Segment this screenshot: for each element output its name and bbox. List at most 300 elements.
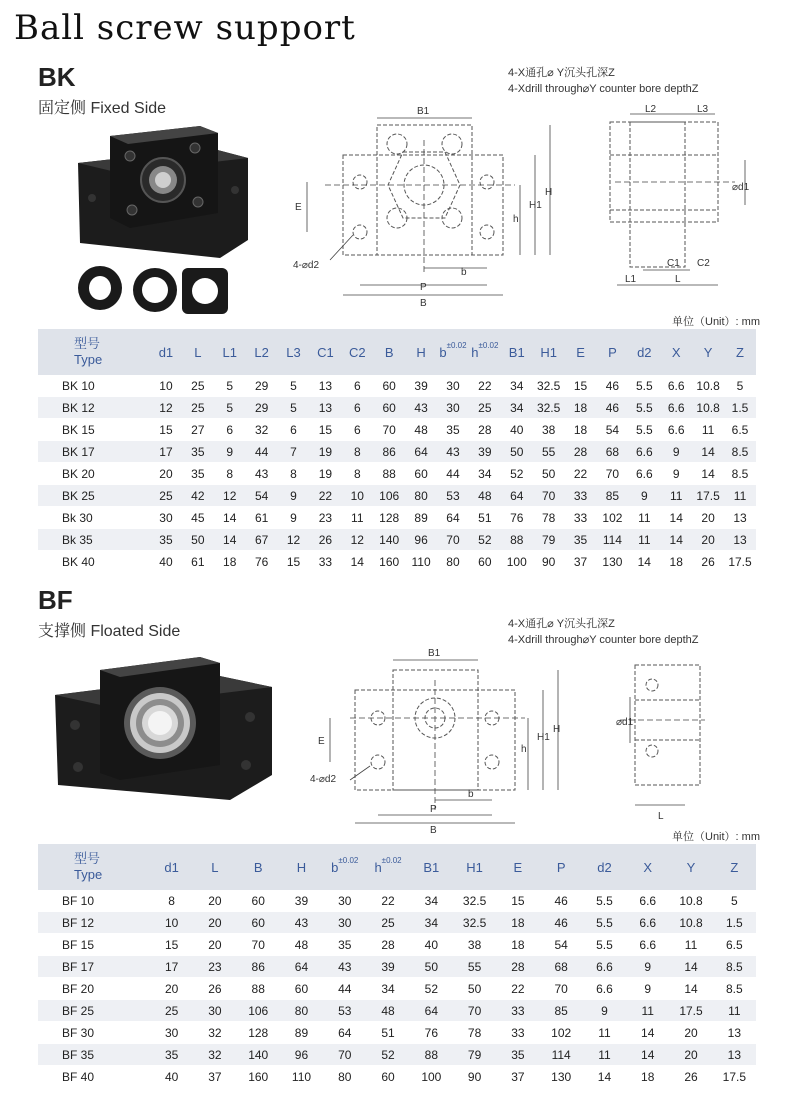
value-cell: 1.5 [713, 912, 756, 934]
model-cell: Bk 35 [38, 529, 150, 551]
value-cell: 20 [193, 934, 236, 956]
value-cell: 64 [323, 1022, 366, 1044]
model-cell: BK 12 [38, 397, 150, 419]
value-cell: 17 [150, 441, 182, 463]
value-cell: 61 [182, 551, 214, 573]
bf-col-header-d2: d2 [583, 844, 626, 890]
value-cell: 52 [469, 529, 501, 551]
value-cell: 5 [724, 375, 756, 397]
value-cell: 23 [193, 956, 236, 978]
value-cell: 5 [214, 375, 246, 397]
value-cell: 18 [496, 934, 539, 956]
value-cell: 6.6 [660, 375, 692, 397]
value-cell: 44 [246, 441, 278, 463]
table-row [38, 890, 756, 912]
value-cell: 54 [246, 485, 278, 507]
value-cell: 32.5 [453, 912, 496, 934]
value-cell: 6 [341, 375, 373, 397]
model-cell: BF 25 [38, 1000, 150, 1022]
table-row [38, 1044, 756, 1066]
value-cell: 70 [373, 419, 405, 441]
value-cell: 40 [150, 1066, 193, 1088]
value-cell: 39 [366, 956, 409, 978]
value-cell: 60 [237, 890, 280, 912]
value-cell: 128 [373, 507, 405, 529]
value-cell: 64 [501, 485, 533, 507]
value-cell: 14 [692, 463, 724, 485]
bk-label-d1: ⌀d1 [732, 182, 750, 193]
bk-label-b: b [461, 267, 467, 278]
value-cell: 25 [150, 485, 182, 507]
value-cell: 37 [193, 1066, 236, 1088]
value-cell: 11 [724, 485, 756, 507]
value-cell: 39 [405, 375, 437, 397]
value-cell: 6.6 [628, 441, 660, 463]
bk-col-header-p: P [596, 329, 628, 375]
table-row [38, 485, 756, 507]
model-cell: BK 40 [38, 551, 150, 573]
value-cell: 11 [713, 1000, 756, 1022]
value-cell: 64 [280, 956, 323, 978]
value-cell: 29 [246, 397, 278, 419]
value-cell: 6.6 [626, 890, 669, 912]
bf-col-header-d1: d1 [150, 844, 193, 890]
bk-label-c1: C1 [667, 258, 680, 269]
value-cell: 9 [214, 441, 246, 463]
value-cell: 6.6 [628, 463, 660, 485]
value-cell: 44 [437, 463, 469, 485]
model-cell: BK 15 [38, 419, 150, 441]
value-cell: 130 [596, 551, 628, 573]
table-row [38, 551, 756, 573]
value-cell: 8 [150, 890, 193, 912]
value-cell: 8.5 [713, 956, 756, 978]
value-cell: 20 [150, 978, 193, 1000]
value-cell: 60 [373, 375, 405, 397]
value-cell: 34 [501, 375, 533, 397]
value-cell: 35 [150, 1044, 193, 1066]
bk-col-header-h: $h^{\pm 0.02}$ [469, 329, 501, 375]
value-cell: 96 [280, 1044, 323, 1066]
value-cell: 5.5 [628, 419, 660, 441]
value-cell: 61 [246, 507, 278, 529]
bk-label-big-h: H [545, 187, 553, 198]
value-cell: 35 [182, 463, 214, 485]
value-cell: 86 [373, 441, 405, 463]
value-cell: 140 [237, 1044, 280, 1066]
value-cell: 5 [214, 397, 246, 419]
value-cell: 52 [501, 463, 533, 485]
value-cell: 23 [309, 507, 341, 529]
value-cell: 114 [596, 529, 628, 551]
value-cell: 17.5 [713, 1066, 756, 1088]
value-cell: 8.5 [724, 441, 756, 463]
value-cell: 11 [626, 1000, 669, 1022]
value-cell: 14 [626, 1044, 669, 1066]
value-cell: 100 [501, 551, 533, 573]
value-cell: 9 [626, 978, 669, 1000]
bk-label-l3: L3 [697, 104, 709, 115]
value-cell: 30 [437, 375, 469, 397]
value-cell: 33 [565, 485, 597, 507]
value-cell: 20 [692, 507, 724, 529]
value-cell: 70 [453, 1000, 496, 1022]
value-cell: 50 [533, 463, 565, 485]
value-cell: 26 [309, 529, 341, 551]
value-cell: 25 [182, 397, 214, 419]
value-cell: 76 [501, 507, 533, 529]
value-cell: 10.8 [669, 890, 712, 912]
value-cell: 86 [237, 956, 280, 978]
bk-col-header-l: L [182, 329, 214, 375]
model-cell: BF 30 [38, 1022, 150, 1044]
value-cell: 34 [501, 397, 533, 419]
value-cell: 53 [323, 1000, 366, 1022]
value-cell: 53 [437, 485, 469, 507]
bk-unit: 单位（Unit）: mm [672, 316, 760, 328]
value-cell: 6.5 [724, 419, 756, 441]
value-cell: 9 [583, 1000, 626, 1022]
bk-label-e: E [295, 202, 302, 213]
value-cell: 64 [410, 1000, 453, 1022]
value-cell: 22 [309, 485, 341, 507]
value-cell: 43 [280, 912, 323, 934]
value-cell: 80 [437, 551, 469, 573]
value-cell: 90 [533, 551, 565, 573]
value-cell: 15 [150, 419, 182, 441]
value-cell: 52 [366, 1044, 409, 1066]
value-cell: 102 [540, 1022, 583, 1044]
bk-label-p: P [420, 282, 427, 293]
value-cell: 10.8 [692, 375, 724, 397]
table-row [38, 507, 756, 529]
value-cell: 6.6 [583, 956, 626, 978]
value-cell: 14 [669, 956, 712, 978]
bk-col-header-b1: B1 [501, 329, 533, 375]
value-cell: 64 [405, 441, 437, 463]
value-cell: 39 [469, 441, 501, 463]
bk-spec-table [38, 329, 756, 573]
bf-note-cn: 4-X通孔⌀ Y沉头孔深Z [508, 618, 615, 630]
value-cell: 20 [193, 912, 236, 934]
bk-label-l1: L1 [625, 274, 637, 285]
value-cell: 46 [540, 890, 583, 912]
value-cell: 80 [405, 485, 437, 507]
value-cell: 70 [237, 934, 280, 956]
value-cell: 20 [193, 890, 236, 912]
value-cell: 68 [596, 441, 628, 463]
value-cell: 43 [405, 397, 437, 419]
value-cell: 38 [533, 419, 565, 441]
value-cell: 19 [309, 463, 341, 485]
bk-col-header-l1: L1 [214, 329, 246, 375]
value-cell: 102 [596, 507, 628, 529]
value-cell: 18 [565, 397, 597, 419]
value-cell: 13 [309, 397, 341, 419]
value-cell: 17.5 [692, 485, 724, 507]
bf-label-p: P [430, 804, 437, 815]
value-cell: 11 [692, 419, 724, 441]
value-cell: 106 [237, 1000, 280, 1022]
page-title: Ball screw support [14, 8, 356, 48]
bk-tolerance-h: ±0.02 [478, 340, 499, 350]
bf-col-header-h: $h^{\pm 0.02}$ [366, 844, 409, 890]
value-cell: 60 [405, 463, 437, 485]
value-cell: 9 [660, 463, 692, 485]
value-cell: 20 [150, 463, 182, 485]
value-cell: 46 [596, 397, 628, 419]
value-cell: 26 [692, 551, 724, 573]
value-cell: 70 [437, 529, 469, 551]
bk-col-header-d1: d1 [150, 329, 182, 375]
bf-label-l: L [658, 811, 664, 822]
bk-col-header-b: $b^{\pm 0.02}$ [437, 329, 469, 375]
value-cell: 9 [660, 441, 692, 463]
value-cell: 30 [150, 507, 182, 529]
value-cell: 17.5 [669, 1000, 712, 1022]
table-row [38, 1022, 756, 1044]
bk-label-c2: C2 [697, 258, 710, 269]
value-cell: 9 [278, 507, 310, 529]
value-cell: 80 [323, 1066, 366, 1088]
bf-spec-table [38, 844, 756, 1088]
value-cell: 11 [583, 1022, 626, 1044]
bk-note-en: 4-Xdrill through⌀Y counter bore depthZ [508, 83, 699, 95]
table-row [38, 1000, 756, 1022]
value-cell: 45 [182, 507, 214, 529]
value-cell: 22 [496, 978, 539, 1000]
bf-section-code: BF [38, 585, 73, 615]
value-cell: 18 [660, 551, 692, 573]
value-cell: 130 [540, 1066, 583, 1088]
value-cell: 8 [341, 463, 373, 485]
value-cell: 11 [628, 507, 660, 529]
value-cell: 20 [692, 529, 724, 551]
value-cell: 9 [626, 956, 669, 978]
bk-label-h1: H1 [529, 200, 542, 211]
value-cell: 110 [280, 1066, 323, 1088]
value-cell: 14 [660, 529, 692, 551]
value-cell: 13 [309, 375, 341, 397]
value-cell: 1.5 [724, 397, 756, 419]
bf-side-drawing [600, 655, 710, 825]
value-cell: 12 [150, 397, 182, 419]
bf-note-en: 4-Xdrill through⌀Y counter bore depthZ [508, 634, 699, 646]
value-cell: 50 [453, 978, 496, 1000]
value-cell: 88 [237, 978, 280, 1000]
value-cell: 10.8 [669, 912, 712, 934]
value-cell: 46 [596, 375, 628, 397]
value-cell: 37 [496, 1066, 539, 1088]
bf-label-d2: 4-⌀d2 [310, 774, 337, 785]
value-cell: 22 [366, 890, 409, 912]
value-cell: 35 [437, 419, 469, 441]
bk-type-header: 型号 Type [38, 329, 150, 375]
value-cell: 79 [533, 529, 565, 551]
value-cell: 34 [410, 912, 453, 934]
value-cell: 35 [323, 934, 366, 956]
value-cell: 28 [366, 934, 409, 956]
value-cell: 35 [565, 529, 597, 551]
bf-col-header-p: P [540, 844, 583, 890]
bf-col-header-e: E [496, 844, 539, 890]
value-cell: 89 [280, 1022, 323, 1044]
value-cell: 5.5 [628, 375, 660, 397]
value-cell: 32 [193, 1022, 236, 1044]
value-cell: 6.6 [660, 419, 692, 441]
value-cell: 32 [193, 1044, 236, 1066]
value-cell: 6 [278, 419, 310, 441]
value-cell: 48 [366, 1000, 409, 1022]
value-cell: 5 [278, 375, 310, 397]
bf-col-header-b: B [237, 844, 280, 890]
value-cell: 19 [309, 441, 341, 463]
value-cell: 9 [628, 485, 660, 507]
bf-label-big-b: B [430, 825, 437, 835]
bf-tolerance-b: ±0.02 [338, 855, 359, 865]
value-cell: 10 [341, 485, 373, 507]
table-row [38, 529, 756, 551]
value-cell: 6.6 [626, 912, 669, 934]
value-cell: 15 [309, 419, 341, 441]
bk-label-l2: L2 [645, 104, 657, 115]
bk-col-header-x: X [660, 329, 692, 375]
value-cell: 14 [628, 551, 660, 573]
value-cell: 13 [724, 507, 756, 529]
value-cell: 33 [309, 551, 341, 573]
value-cell: 85 [596, 485, 628, 507]
bf-label-h: h [521, 744, 527, 755]
model-cell: BF 35 [38, 1044, 150, 1066]
value-cell: 37 [565, 551, 597, 573]
value-cell: 27 [182, 419, 214, 441]
model-cell: BF 12 [38, 912, 150, 934]
table-row [38, 463, 756, 485]
value-cell: 25 [366, 912, 409, 934]
value-cell: 70 [533, 485, 565, 507]
value-cell: 15 [496, 890, 539, 912]
value-cell: 55 [533, 441, 565, 463]
value-cell: 33 [496, 1000, 539, 1022]
bk-label-d2: 4-⌀d2 [293, 260, 320, 271]
value-cell: 28 [496, 956, 539, 978]
model-cell: BK 20 [38, 463, 150, 485]
value-cell: 89 [405, 507, 437, 529]
value-cell: 9 [278, 485, 310, 507]
value-cell: 13 [724, 529, 756, 551]
table-row [38, 419, 756, 441]
value-cell: 106 [373, 485, 405, 507]
value-cell: 60 [366, 1066, 409, 1088]
bf-col-header-h: H [280, 844, 323, 890]
bk-note-cn: 4-X通孔⌀ Y沉头孔深Z [508, 67, 615, 79]
value-cell: 70 [596, 463, 628, 485]
bk-col-header-l3: L3 [278, 329, 310, 375]
bf-col-header-b1: B1 [410, 844, 453, 890]
value-cell: 114 [540, 1044, 583, 1066]
value-cell: 40 [501, 419, 533, 441]
value-cell: 14 [583, 1066, 626, 1088]
value-cell: 54 [540, 934, 583, 956]
value-cell: 5 [278, 397, 310, 419]
value-cell: 34 [366, 978, 409, 1000]
value-cell: 64 [437, 507, 469, 529]
value-cell: 67 [246, 529, 278, 551]
value-cell: 12 [278, 529, 310, 551]
value-cell: 14 [214, 507, 246, 529]
bk-front-drawing [285, 100, 565, 310]
value-cell: 8.5 [724, 463, 756, 485]
value-cell: 30 [323, 912, 366, 934]
value-cell: 5.5 [583, 890, 626, 912]
bf-col-header-y: Y [669, 844, 712, 890]
value-cell: 18 [626, 1066, 669, 1088]
model-cell: Bk 30 [38, 507, 150, 529]
bf-label-d1: ⌀d1 [616, 717, 634, 728]
bk-section-subtitle: 固定侧 Fixed Side [38, 100, 167, 117]
bf-col-header-l: L [193, 844, 236, 890]
value-cell: 11 [660, 485, 692, 507]
value-cell: 8 [341, 441, 373, 463]
value-cell: 28 [565, 441, 597, 463]
bk-label-l: L [675, 274, 681, 285]
bk-product-photo [70, 118, 255, 328]
bf-type-header: 型号 Type [38, 844, 150, 890]
value-cell: 29 [246, 375, 278, 397]
value-cell: 90 [453, 1066, 496, 1088]
value-cell: 22 [565, 463, 597, 485]
bf-col-header-x: X [626, 844, 669, 890]
value-cell: 79 [453, 1044, 496, 1066]
value-cell: 33 [565, 507, 597, 529]
value-cell: 18 [496, 912, 539, 934]
value-cell: 39 [280, 890, 323, 912]
value-cell: 88 [410, 1044, 453, 1066]
bk-side-drawing [595, 100, 765, 300]
value-cell: 11 [628, 529, 660, 551]
value-cell: 13 [713, 1022, 756, 1044]
value-cell: 35 [182, 441, 214, 463]
value-cell: 6.6 [583, 978, 626, 1000]
value-cell: 60 [237, 912, 280, 934]
value-cell: 48 [469, 485, 501, 507]
value-cell: 30 [150, 1022, 193, 1044]
bf-unit: 单位（Unit）: mm [672, 831, 760, 843]
value-cell: 48 [280, 934, 323, 956]
value-cell: 43 [437, 441, 469, 463]
value-cell: 17 [150, 956, 193, 978]
value-cell: 11 [583, 1044, 626, 1066]
bf-label-b: b [468, 789, 474, 800]
value-cell: 14 [626, 1022, 669, 1044]
value-cell: 34 [469, 463, 501, 485]
value-cell: 50 [410, 956, 453, 978]
value-cell: 14 [214, 529, 246, 551]
value-cell: 10 [150, 912, 193, 934]
value-cell: 96 [405, 529, 437, 551]
value-cell: 35 [496, 1044, 539, 1066]
value-cell: 52 [410, 978, 453, 1000]
value-cell: 12 [341, 529, 373, 551]
value-cell: 110 [405, 551, 437, 573]
value-cell: 88 [373, 463, 405, 485]
value-cell: 46 [540, 912, 583, 934]
model-cell: BF 20 [38, 978, 150, 1000]
value-cell: 28 [469, 419, 501, 441]
table-row [38, 397, 756, 419]
value-cell: 7 [278, 441, 310, 463]
bk-col-header-b: B [373, 329, 405, 375]
